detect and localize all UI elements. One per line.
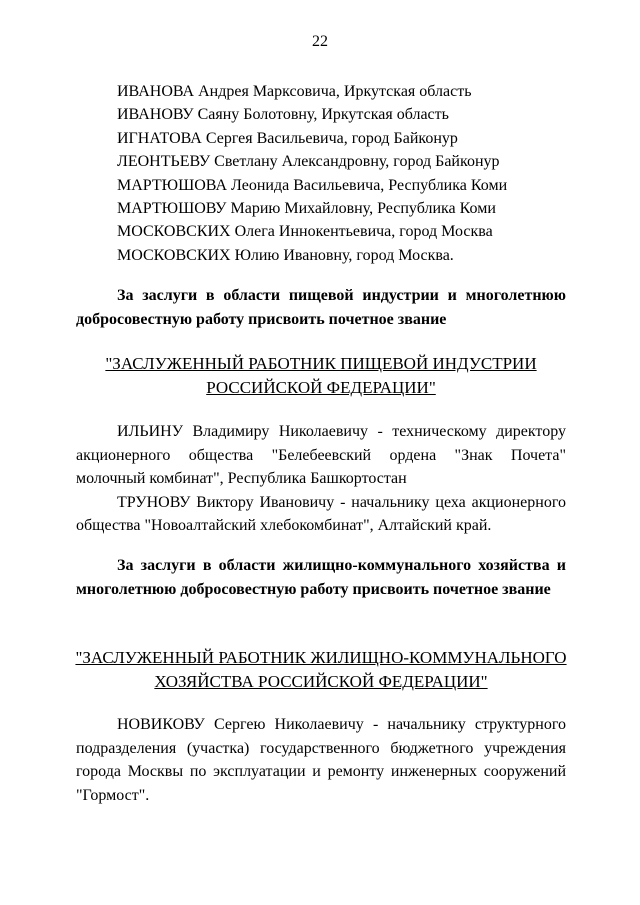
housing-title-line-2: ХОЗЯЙСТВА РОССИЙСКОЙ ФЕДЕРАЦИИ" [154,671,488,691]
housing-title [66,646,576,693]
awardee-name-line: ИВАНОВУ Саяну Болотовну, Иркутская область [117,106,449,124]
page-number: 22 [312,33,328,50]
awardee-paragraph: ИЛЬИНУ Владимиру Николаевичу - техническому директору акционерного общества "Белебеевский ордена "Знак Почета" молочный комбинат", Республика Башкортостан [76,423,566,487]
housing-intro-block [76,554,566,601]
food-industry-title-line-1: "ЗАСЛУЖЕННЫЙ РАБОТНИК ПИЩЕВОЙ ИНДУСТРИИ [105,354,537,373]
food-industry-title-line-2: РОССИЙСКОЙ ФЕДЕРАЦИИ" [206,377,436,397]
awardee-name-line: МАРТЮШОВА Леонида Васильевича, Республика Коми [117,176,508,194]
awardee-name-line: МОСКОВСКИХ Олега Иннокентьевича, город Москва [117,223,493,241]
housing-title-block [66,646,576,693]
awardee-name-line: МОСКОВСКИХ Юлию Ивановну, город Москва. [117,246,454,264]
awardee-paragraph: НОВИКОВУ Сергею Николаевичу - начальнику структурного подразделения (участка) государственного бюджетного учреждения города Москвы по эксплуатации и ремонту инженерных сооружений "Гормост". [76,716,566,804]
housing-intro: За заслуги в области жилищно-коммунального хозяйства и многолетнюю добросовестную работу присвоить почетное звание [76,557,566,598]
housing-awardees-block [76,713,566,807]
awardee-name-line: ЛЕОНТЬЕВУ Светлану Александровну, город Байконур [117,153,500,171]
awardee-name-line: ИВАНОВА Андрея Марксовича, Иркутская область [117,83,472,100]
food-industry-awardees-block [76,420,566,538]
food-industry-title-block [76,352,566,399]
awardee-paragraph: ТРУНОВУ Виктору Ивановичу - начальнику цеха акционерного общества "Новоалтайский хлебокомбинат", Алтайский край. [76,493,566,534]
awardee-name-list [117,80,597,267]
food-industry-intro-block [76,284,566,331]
food-industry-intro: За заслуги в области пищевой индустрии и многолетнюю добросовестную работу присвоить почетное звание [76,287,566,328]
awardee-name-line: ИГНАТОВА Сергея Васильевича, город Байконур [117,129,458,147]
housing-title-line-1: "ЗАСЛУЖЕННЫЙ РАБОТНИК ЖИЛИЩНО-КОММУНАЛЬНОГО [75,648,567,667]
awardee-name-line: МАРТЮШОВУ Марию Михайловну, Республика Коми [117,200,496,218]
food-industry-title [76,352,566,399]
